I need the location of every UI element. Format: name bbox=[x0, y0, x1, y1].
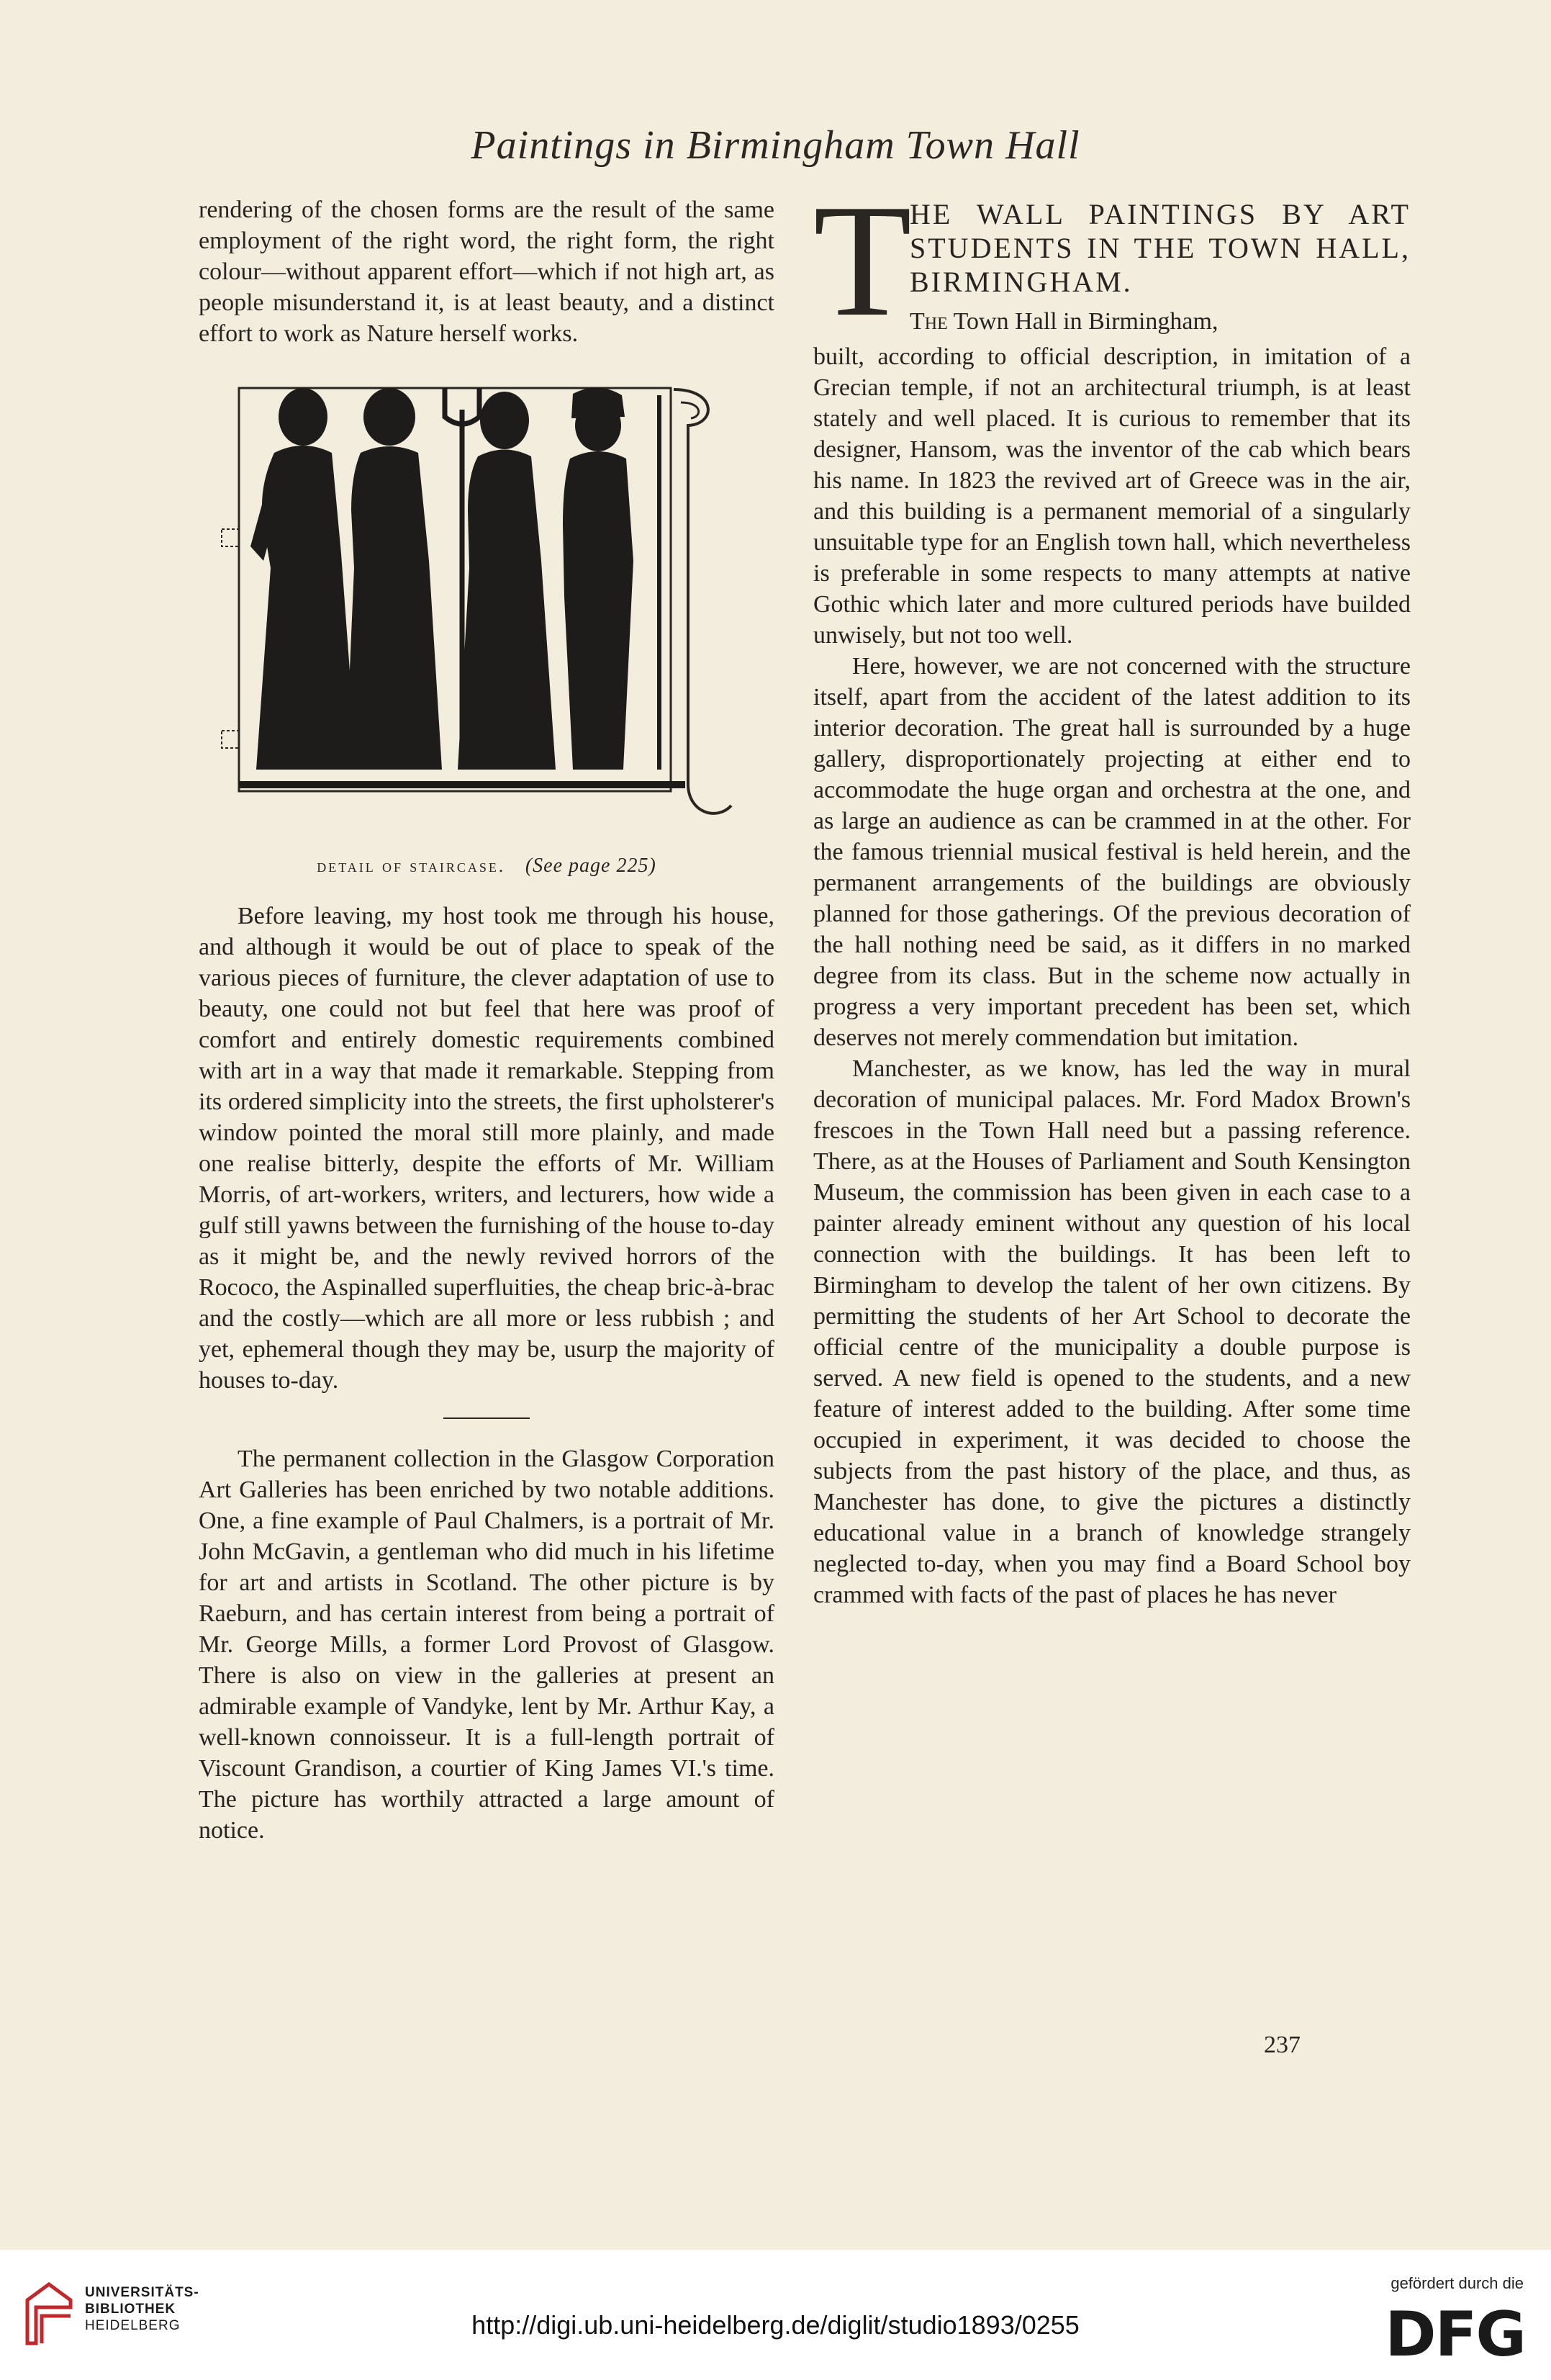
section-divider bbox=[443, 1417, 530, 1419]
scroll-ornament bbox=[674, 389, 731, 813]
opening-word: The bbox=[910, 308, 948, 335]
funded-by-label: gefördert durch die bbox=[1391, 2274, 1524, 2292]
silhouette-figure-4 bbox=[563, 387, 633, 770]
article-opening-line bbox=[910, 306, 1411, 337]
source-url-link[interactable]: http://digi.ub.uni-heidelberg.de/diglit/studio1893/0255 bbox=[471, 2310, 1080, 2340]
article-heading-block bbox=[813, 171, 1411, 350]
article-heading: HE WALL PAINTINGS BY ART STUDENTS IN THE TOWN HALL, BIRMINGHAM. bbox=[910, 198, 1411, 298]
left-column bbox=[199, 194, 774, 1846]
figure-caption-label: detail of staircase. bbox=[317, 857, 506, 876]
library-name: UNIVERSITÄTS- BIBLIOTHEK HEIDELBERG bbox=[85, 2285, 199, 2333]
drop-cap: T bbox=[813, 171, 912, 350]
left-paragraph-1: rendering of the chosen forms are the result of the same employment of the right word, the right form, the right colour—without apparent effort—which if not high art, as people misunderstand it, is at least beauty, and a distinct effort to work as Nature herself works. bbox=[199, 197, 774, 347]
figure-ground bbox=[239, 781, 685, 788]
silhouette-figure-1 bbox=[250, 388, 357, 770]
digitization-footer bbox=[0, 2250, 1551, 2380]
figure-caption-reference: (See page 225) bbox=[525, 855, 656, 877]
left-paragraph-3: The permanent collection in the Glasgow Corporation Art Galleries has been enriched by two notable additions. One, a fine example of Paul Chalmers, is a portrait of Mr. John McGavin, a gentleman who did much in his lifetime for art and artists in Scotland. The other picture is by Raeburn, and has certain interest from being a portrait of Mr. George Mills, a former Lord Provost of Glasgow. There is also on view in the galleries at present an admirable example of Vandyke, lent by Mr. Arthur Kay, a well-known connoisseur. It is a full-length portrait of Viscount Grandison, a courtier of King James VI.'s time. The picture has worthily attracted a large amount of notice. bbox=[199, 1446, 774, 1844]
right-paragraph-1: built, according to official description, in imitation of a Grecian temple, if not an architectural triumph, is at least stately and well placed. It is curious to remember that its designer, Hansom, was the inventor of the cab which bears his name. In 1823 the revived art of Greece was in the air, and this building is a permanent memorial of a singularly unsuitable type for an English town hall, which nevertheless is preferable in some respects to many attempts at native Gothic which later and more cultured periods have builded unwisely, but not too well. bbox=[813, 343, 1411, 649]
silhouette-figure-3 bbox=[458, 392, 556, 770]
right-column bbox=[813, 171, 1411, 1610]
right-paragraph-2: Here, however, we are not concerned with the structure itself, apart from the accident of the latest addition to its interior decoration. The great hall is surrounded by a huge gallery, disproportionately projecting at either end to accommodate the huge organ and orchestra at the one, and as large an audience as can be crammed in at the other. For the famous triennial musical festival is held herein, and the permanent arrangements of the buildings are obviously planned for those gatherings. Of the previous decoration of the hall nothing need be said, as it differs in no marked degree from its class. But in the scheme now actually in progress a very important precedent has been set, which deserves not merely commendation but imitation. bbox=[813, 653, 1411, 1051]
silhouette-figure-2 bbox=[345, 388, 442, 770]
opening-line-rest: Town Hall in Birmingham, bbox=[947, 308, 1218, 335]
right-paragraph-3: Manchester, as we know, has led the way in mural decoration of municipal palaces. Mr. Ford Madox Brown's frescoes in the Town Hall need but a passing reference. There, as at the Houses of Parliament and South Kensington Museum, the commission has been given in each case to a painter already eminent without any question of his local connection with the buildings. It has been left to Birmingham to develop the talent of her own citizens. By permitting the students of her Art School to decorate the official centre of the municipality a double purpose is served. A new field is opened to the students, and a new feature of interest added to the building. After some time occupied in experiment, it was decided to choose the subjects from the past history of the place, and thus, as Manchester has done, to give the pictures a distinctly educational value in a branch of knowledge strangely neglected to-day, when you may find a Board School boy crammed with facts of the past of places he has never bbox=[813, 1055, 1411, 1608]
staircase-illustration bbox=[213, 381, 760, 842]
figure-caption bbox=[199, 850, 774, 882]
page-number: 237 bbox=[1264, 2032, 1301, 2058]
dfg-logo: DFG bbox=[1385, 2299, 1525, 2371]
staircase-silhouette-figure bbox=[213, 381, 760, 842]
running-head: Paintings in Birmingham Town Hall bbox=[471, 123, 1080, 168]
left-paragraph-2: Before leaving, my host took me through his house, and although it would be out of place to speak of the various pieces of furniture, the clever adaptation of use to beauty, one could not but feel that here was proof of comfort and entirely domestic requirements combined with art in a way that made it remarkable. Stepping from its ordered simplicity into the streets, the first upholsterer's window pointed the moral still more plainly, and made one realise bitterly, despite the efforts of Mr. William Morris, of art-workers, writers, and lecturers, how wide a gulf still yawns between the furnishing of the house to-day as it might be, and the newly revived horrors of the Rococo, the Aspinalled superfluities, the cheap bric-à-brac and the costly—which are all more or less rubbish ; and yet, ephemeral though they may be, usurp the majority of houses to-day. bbox=[199, 903, 774, 1394]
